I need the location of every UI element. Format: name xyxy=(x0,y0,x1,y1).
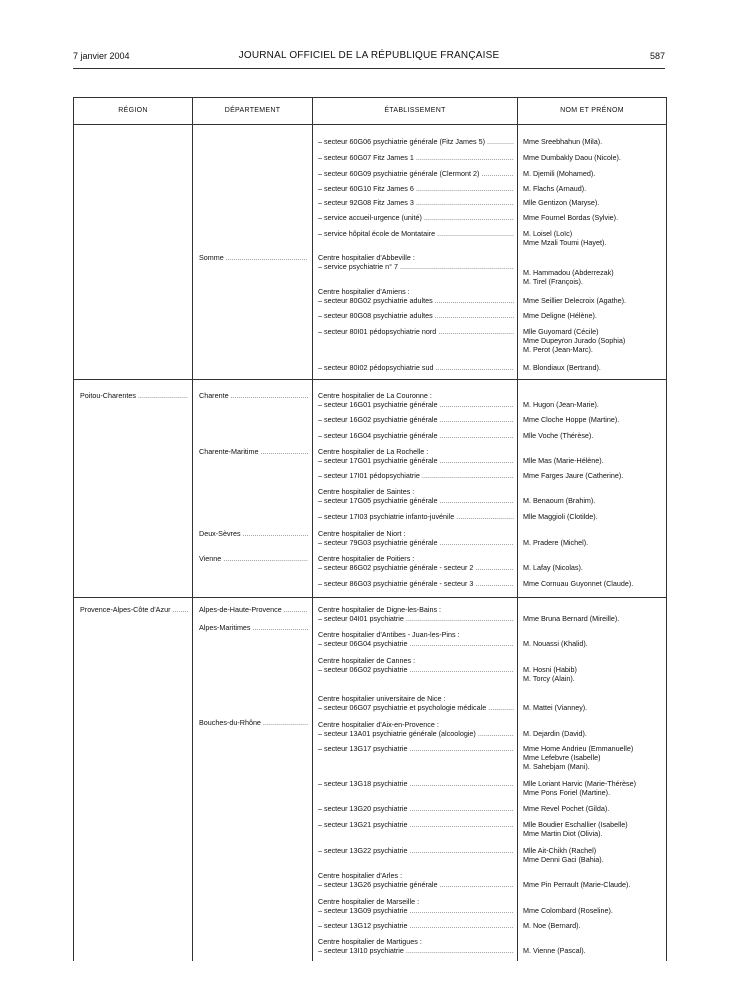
etablissement-line: – secteur 80I02 pédopsychiatrie sud xyxy=(318,363,434,372)
etablissement-cell xyxy=(318,921,514,930)
etablissement-line: – secteur 13G20 psychiatrie xyxy=(318,804,408,813)
nom-cell xyxy=(523,921,669,930)
nom-cell xyxy=(523,431,669,440)
etablissement-cell xyxy=(318,137,514,146)
col-header-etablissement: ÉTABLISSEMENT xyxy=(384,107,446,114)
etablissement-cell xyxy=(318,512,514,521)
nom-line: Mme Cornuau Guyonnet (Claude). xyxy=(523,579,634,588)
nom-line: Mlle Mas (Marie-Hélène). xyxy=(523,456,604,465)
departement-cell: Charente-Maritime ..... xyxy=(199,447,308,456)
nom-line: M. Torcy (Alain). xyxy=(523,674,575,683)
etablissement-line: – secteur 17G05 psychiatrie générale xyxy=(318,496,438,505)
nom-line: Mme Fournel Bordas (Sylvie). xyxy=(523,213,619,222)
etablissement-cell xyxy=(318,906,514,915)
nom-line: M. Flachs (Arnaud). xyxy=(523,184,587,193)
nom-cell xyxy=(523,744,669,771)
nom-cell xyxy=(523,496,669,505)
etablissement-cell xyxy=(318,804,514,813)
etablissement-line: – secteur 13G26 psychiatrie générale xyxy=(318,880,438,889)
departement-cell: Deux-Sèvres ..... xyxy=(199,529,308,538)
etablissement-cell xyxy=(318,554,514,563)
etablissement-cell xyxy=(318,153,514,162)
etablissement-cell xyxy=(318,431,514,440)
column-divider xyxy=(517,98,518,961)
col-header-departement: DÉPARTEMENT xyxy=(224,107,281,114)
etablissement-line: Centre hospitalier d'Abbeville : xyxy=(318,253,415,262)
etablissement-line: – secteur 16G02 psychiatrie générale xyxy=(318,415,438,424)
etablissement-cell xyxy=(318,262,514,271)
etablissement-cell xyxy=(318,529,514,538)
etablissement-cell xyxy=(318,946,514,955)
etablissement-line: – secteur 17I03 psychiatrie infanto-juvénile xyxy=(318,512,455,521)
nom-line: Mme Pons Foriel (Martine). xyxy=(523,788,611,797)
etablissement-cell xyxy=(318,311,514,320)
etablissement-line: – secteur 13I10 psychiatrie xyxy=(318,946,404,955)
etablissement-line: – secteur 86G03 psychiatrie générale - secteur 3 xyxy=(318,579,474,588)
region-divider xyxy=(74,379,666,380)
nom-line: Mme Home Andrieu (Emmanuelle) xyxy=(523,744,634,753)
nom-cell xyxy=(523,471,669,480)
column-divider xyxy=(312,98,313,961)
etablissement-cell xyxy=(318,400,514,409)
etablissement-line: – secteur 16G01 psychiatrie générale xyxy=(318,400,438,409)
col-header-nom: NOM ET PRÉNOM xyxy=(560,107,624,114)
etablissement-line: – secteur 17I01 pédopsychiatrie xyxy=(318,471,420,480)
etablissement-cell xyxy=(318,639,514,648)
nom-line: Mlle Guyomard (Cécile) xyxy=(523,327,599,336)
nom-line: Mme Colombard (Roseline). xyxy=(523,906,613,915)
region-divider xyxy=(74,597,666,598)
etablissement-cell xyxy=(318,729,514,738)
etablissement-cell xyxy=(318,496,514,505)
table-header xyxy=(74,98,666,125)
etablissement-cell xyxy=(318,563,514,572)
etablissement-line: – secteur 06G07 psychiatrie et psychologie médicale xyxy=(318,703,487,712)
etablissement-line: Centre hospitalier de Saintes : xyxy=(318,487,415,496)
nom-cell xyxy=(523,820,669,838)
nom-cell xyxy=(523,579,669,588)
nom-line: Mlle Loriant Harvic (Marie-Thérèse) xyxy=(523,779,637,788)
nom-line: M. Lafay (Nicolas). xyxy=(523,563,583,572)
etablissement-line: Centre hospitalier de Cannes : xyxy=(318,656,416,665)
nom-line: M. Dejardin (David). xyxy=(523,729,587,738)
departement-cell: Vienne ..... xyxy=(199,554,308,563)
nom-line: M. Hosni (Habib) xyxy=(523,665,577,674)
etablissement-line: Centre hospitalier de Niort : xyxy=(318,529,406,538)
nom-cell xyxy=(523,906,669,915)
region-cell: Provence-Alpes-Côte d'Azur ..... xyxy=(80,605,188,614)
etablissement-line: – secteur 13G09 psychiatrie xyxy=(318,906,408,915)
etablissement-line: – secteur 60G10 Fitz James 6 xyxy=(318,184,414,193)
etablissement-cell xyxy=(318,703,514,712)
nom-cell xyxy=(523,169,669,178)
nom-line: M. Vienne (Pascal). xyxy=(523,946,586,955)
etablissement-cell xyxy=(318,779,514,788)
departement-cell: Alpes-de-Haute-Provence ..... xyxy=(199,605,308,614)
etablissement-cell xyxy=(318,213,514,222)
etablissement-line: Centre hospitalier d'Amiens : xyxy=(318,287,410,296)
nom-cell xyxy=(523,415,669,424)
journal-title: JOURNAL OFFICIEL DE LA RÉPUBLIQUE FRANÇAISE xyxy=(238,50,500,61)
nom-cell xyxy=(523,665,669,683)
nom-line: Mme Farges Jaure (Catherine). xyxy=(523,471,624,480)
column-divider xyxy=(192,98,193,961)
etablissement-cell xyxy=(318,229,514,238)
etablissement-cell xyxy=(318,487,514,496)
etablissement-cell xyxy=(318,614,514,623)
nom-line: Mme Sreebhahun (Mila). xyxy=(523,137,603,146)
etablissement-line: Centre hospitalier de Digne-les-Bains : xyxy=(318,605,442,614)
etablissement-line: Centre hospitalier d'Arles : xyxy=(318,871,403,880)
nom-cell xyxy=(523,779,669,797)
etablissement-line: – secteur 80G02 psychiatrie adultes xyxy=(318,296,433,305)
nom-cell xyxy=(523,804,669,813)
nom-line: M. Sahebjam (Mani). xyxy=(523,762,590,771)
etablissement-line: – secteur 04I01 psychiatrie xyxy=(318,614,404,623)
nom-line: M. Loisel (Loïc) xyxy=(523,229,573,238)
etablissement-cell xyxy=(318,656,514,665)
etablissement-line: Centre hospitalier de Poitiers : xyxy=(318,554,415,563)
etablissement-line: – secteur 13G21 psychiatrie xyxy=(318,820,408,829)
etablissement-cell xyxy=(318,415,514,424)
etablissement-line: – secteur 06G04 psychiatrie xyxy=(318,639,408,648)
nom-line: Mlle Boudier Eschallier (Isabelle) xyxy=(523,820,628,829)
etablissement-line: – secteur 86G02 psychiatrie générale - secteur 2 xyxy=(318,563,474,572)
nom-cell xyxy=(523,327,669,354)
nom-cell xyxy=(523,213,669,222)
etablissement-cell xyxy=(318,665,514,674)
etablissement-cell xyxy=(318,937,514,946)
etablissement-line: – secteur 16G04 psychiatrie générale xyxy=(318,431,438,440)
departement-cell: Charente ..... xyxy=(199,391,308,400)
nom-cell xyxy=(523,946,669,955)
nom-cell xyxy=(523,184,669,193)
nom-line: Mme Martin Diot (Olivia). xyxy=(523,829,603,838)
etablissement-line: Centre hospitalier de La Couronne : xyxy=(318,391,432,400)
etablissement-line: – secteur 60G09 psychiatrie générale (Clermont 2) xyxy=(318,169,480,178)
nom-line: Mlle Maggioli (Clotilde). xyxy=(523,512,598,521)
etablissement-line: Centre hospitalier d'Antibes - Juan-les-Pins : xyxy=(318,630,460,639)
etablissement-cell xyxy=(318,296,514,305)
nom-line: Mme Seillier Delecroix (Agathe). xyxy=(523,296,627,305)
nom-cell xyxy=(523,229,669,247)
etablissement-line: Centre hospitalier de La Rochelle : xyxy=(318,447,429,456)
nom-cell xyxy=(523,311,669,320)
nom-cell xyxy=(523,614,669,623)
etablissement-line: Centre hospitalier d'Aix-en-Provence : xyxy=(318,720,439,729)
etablissement-line: – secteur 13G22 psychiatrie xyxy=(318,846,408,855)
etablissement-cell xyxy=(318,198,514,207)
nom-cell xyxy=(523,639,669,648)
etablissement-cell xyxy=(318,579,514,588)
etablissement-line: – secteur 79G03 psychiatrie générale xyxy=(318,538,438,547)
nom-cell xyxy=(523,538,669,547)
nom-cell xyxy=(523,846,669,864)
etablissement-cell xyxy=(318,694,514,703)
nom-cell xyxy=(523,880,669,889)
etablissement-cell xyxy=(318,605,514,614)
nom-line: M. Perot (Jean-Marc). xyxy=(523,345,593,354)
etablissement-cell xyxy=(318,846,514,855)
nomination-table xyxy=(73,97,667,961)
etablissement-cell xyxy=(318,253,514,262)
header-date: 7 janvier 2004 xyxy=(73,51,130,61)
etablissement-cell xyxy=(318,880,514,889)
nom-line: M. Mattei (Vianney). xyxy=(523,703,588,712)
nom-line: M. Noe (Bernard). xyxy=(523,921,581,930)
nom-cell xyxy=(523,400,669,409)
etablissement-cell xyxy=(318,538,514,547)
etablissement-cell xyxy=(318,363,514,372)
nom-line: Mme Revel Pochet (Gilda). xyxy=(523,804,610,813)
etablissement-cell xyxy=(318,327,514,336)
etablissement-cell xyxy=(318,871,514,880)
etablissement-cell xyxy=(318,391,514,400)
nom-line: Mme Denni Gaci (Bahia). xyxy=(523,855,604,864)
nom-line: Mme Pin Perrault (Marie-Claude). xyxy=(523,880,631,889)
etablissement-cell xyxy=(318,720,514,729)
etablissement-cell xyxy=(318,447,514,456)
etablissement-line: – service psychiatrie n° 7 xyxy=(318,262,398,271)
etablissement-cell xyxy=(318,820,514,829)
page-number: 587 xyxy=(649,51,665,61)
etablissement-line: – secteur 92G08 Fitz James 3 xyxy=(318,198,414,207)
nom-line: M. Pradere (Michel). xyxy=(523,538,589,547)
nom-line: M. Benaoum (Brahim). xyxy=(523,496,596,505)
etablissement-line: – secteur 06G02 psychiatrie xyxy=(318,665,408,674)
nom-line: Mme Mzali Toumi (Hayet). xyxy=(523,238,607,247)
nom-line: Mme Bruna Bernard (Mireille). xyxy=(523,614,620,623)
nom-line: M. Tirel (François). xyxy=(523,277,583,286)
nom-line: M. Nouassi (Khalid). xyxy=(523,639,588,648)
nom-cell xyxy=(523,296,669,305)
etablissement-line: – secteur 13A01 psychiatrie générale (alcoologie) xyxy=(318,729,476,738)
etablissement-line: Centre hospitalier de Marseille : xyxy=(318,897,420,906)
etablissement-line: – service accueil-urgence (unité) xyxy=(318,213,422,222)
nom-line: Mlle Gentizon (Maryse). xyxy=(523,198,600,207)
etablissement-line: – secteur 13G12 psychiatrie xyxy=(318,921,408,930)
nom-cell xyxy=(523,153,669,162)
etablissement-line: – secteur 13G17 psychiatrie xyxy=(318,744,408,753)
nom-cell xyxy=(523,137,669,146)
etablissement-line: Centre hospitalier universitaire de Nice : xyxy=(318,694,446,703)
etablissement-line: – secteur 80G08 psychiatrie adultes xyxy=(318,311,433,320)
nom-line: M. Djemili (Mohamed). xyxy=(523,169,596,178)
nom-line: Mme Dupeyron Jurado (Sophia) xyxy=(523,336,626,345)
nom-line: Mme Dumbakly Daou (Nicole). xyxy=(523,153,621,162)
nom-line: M. Blondiaux (Bertrand). xyxy=(523,363,601,372)
page-header xyxy=(73,49,665,65)
nom-line: M. Hugon (Jean-Marie). xyxy=(523,400,599,409)
etablissement-line: – secteur 60G06 psychiatrie générale (Fitz James 5) xyxy=(318,137,485,146)
nom-cell xyxy=(523,363,669,372)
header-rule xyxy=(73,68,665,69)
nom-cell xyxy=(523,703,669,712)
etablissement-cell xyxy=(318,897,514,906)
etablissement-line: – secteur 80I01 pédopsychiatrie nord xyxy=(318,327,437,336)
nom-cell xyxy=(523,198,669,207)
nom-cell xyxy=(523,729,669,738)
etablissement-line: – secteur 60G07 Fitz James 1 xyxy=(318,153,414,162)
departement-cell: Alpes-Maritimes ..... xyxy=(199,623,308,632)
nom-cell xyxy=(523,456,669,465)
nom-line: Mlle Voche (Thérèse). xyxy=(523,431,594,440)
etablissement-line: – service hôpital école de Montataire xyxy=(318,229,436,238)
nom-cell xyxy=(523,563,669,572)
nom-line: Mme Cloche Hoppe (Martine). xyxy=(523,415,620,424)
nom-cell xyxy=(523,268,669,286)
nom-line: Mme Deligne (Hélène). xyxy=(523,311,597,320)
departement-cell: Somme ..... xyxy=(199,253,308,262)
col-header-region: RÉGION xyxy=(118,107,148,114)
nom-line: Mme Lefebvre (Isabelle) xyxy=(523,753,601,762)
etablissement-cell xyxy=(318,184,514,193)
nom-line: Mlle Ait-Chikh (Rachel) xyxy=(523,846,597,855)
etablissement-line: – secteur 17G01 psychiatrie générale xyxy=(318,456,438,465)
etablissement-cell xyxy=(318,630,514,639)
etablissement-line: – secteur 13G18 psychiatrie xyxy=(318,779,408,788)
etablissement-cell xyxy=(318,169,514,178)
nom-cell xyxy=(523,512,669,521)
departement-cell: Bouches-du-Rhône ..... xyxy=(199,718,308,727)
nom-line: M. Hammadou (Abderrezak) xyxy=(523,268,614,277)
etablissement-cell xyxy=(318,287,514,296)
etablissement-cell xyxy=(318,471,514,480)
etablissement-cell xyxy=(318,456,514,465)
etablissement-line: Centre hospitalier de Martigues : xyxy=(318,937,422,946)
etablissement-cell xyxy=(318,744,514,753)
region-cell: Poitou-Charentes ..... xyxy=(80,391,188,400)
